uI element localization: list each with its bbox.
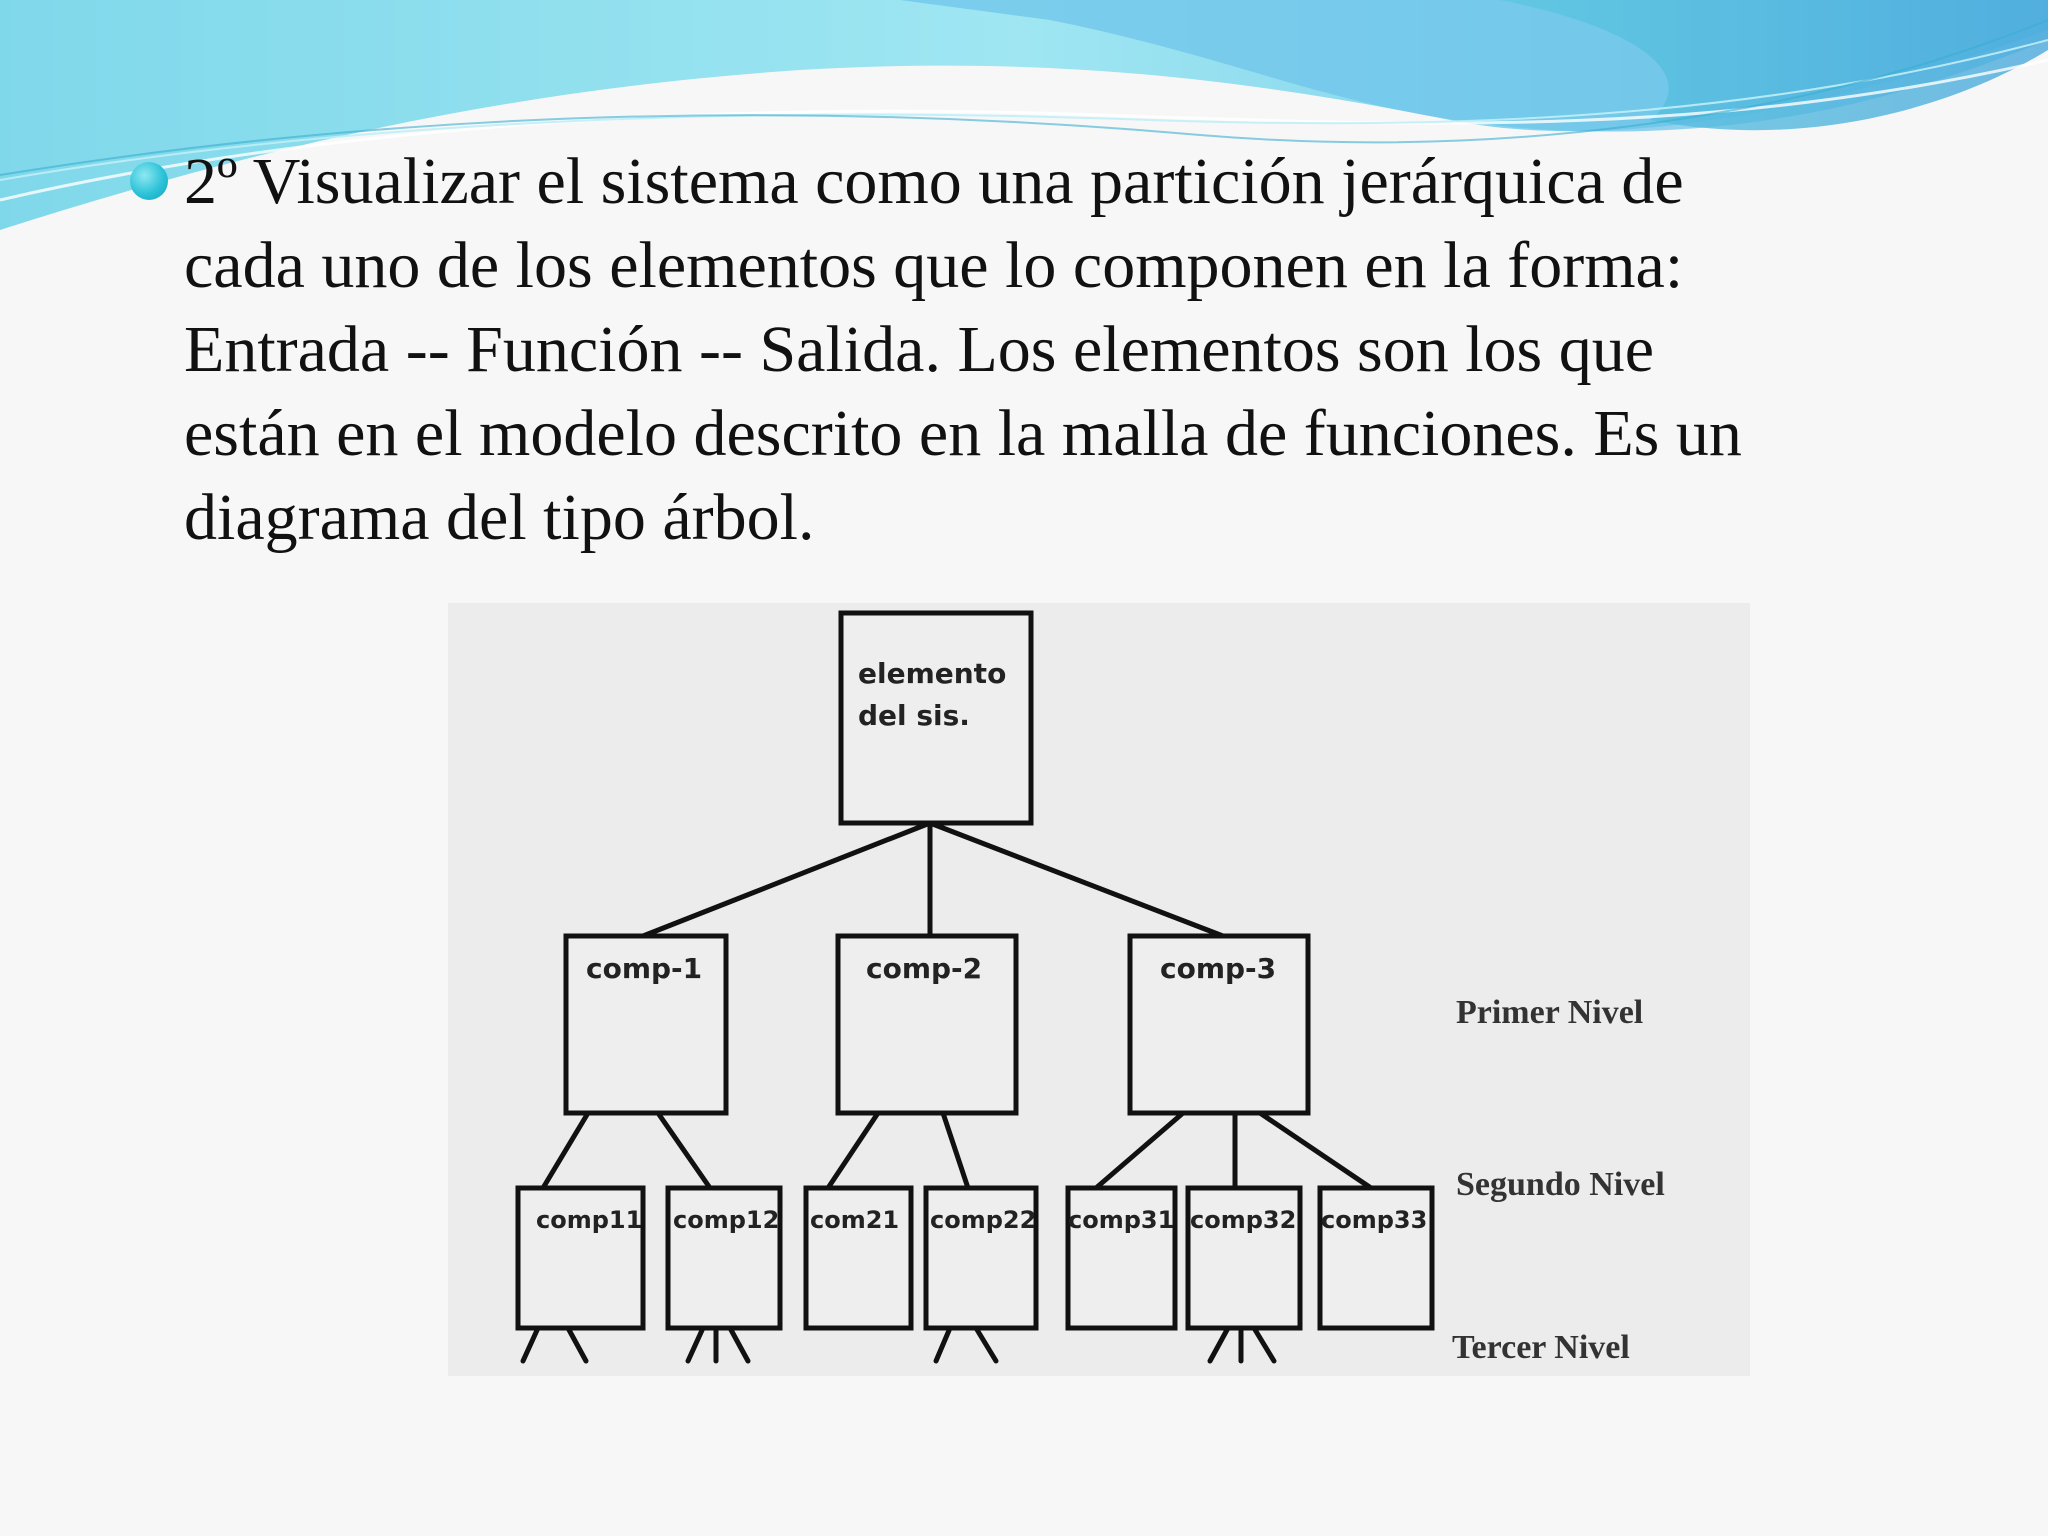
comp-2-label: comp-2: [866, 952, 983, 985]
root-label-line-2: del sis.: [858, 699, 970, 732]
bullet-line-2: cada uno de los elementos que lo componen en la forma:: [184, 229, 1684, 302]
bullet-line-4: están en el modelo descrito en la malla de funciones. Es un: [184, 397, 1742, 470]
comp31-label: comp31: [1068, 1206, 1175, 1234]
comp-1-label: comp-1: [586, 952, 703, 985]
tree-diagram: [448, 603, 1750, 1376]
level-label-segundo: Segundo Nivel: [1456, 1166, 1665, 1203]
level-label-tercer: Tercer Nivel: [1452, 1329, 1630, 1366]
bullet-line-5: diagrama del tipo árbol.: [184, 481, 815, 554]
level-label-primer: Primer Nivel: [1456, 994, 1644, 1031]
tree-diagram-image: [448, 603, 1750, 1376]
comp11-label: comp11: [536, 1206, 643, 1234]
comp32-label: comp32: [1190, 1206, 1297, 1234]
root-label-line-1: elemento: [858, 657, 1007, 690]
com21-label: com21: [810, 1206, 900, 1234]
comp12-label: comp12: [673, 1206, 780, 1234]
bullet-line-3: Entrada -- Función -- Salida. Los elementos son los que: [184, 313, 1655, 386]
bullet-point: [128, 140, 2008, 560]
comp33-label: comp33: [1321, 1206, 1428, 1234]
comp22-label: comp22: [930, 1206, 1037, 1234]
bullet-text: [184, 140, 2008, 560]
bullet-line-1: 2º Visualizar el sistema como una partición jerárquica de: [184, 145, 1684, 218]
bullet-icon: [130, 162, 168, 200]
comp-3-label: comp-3: [1160, 952, 1277, 985]
